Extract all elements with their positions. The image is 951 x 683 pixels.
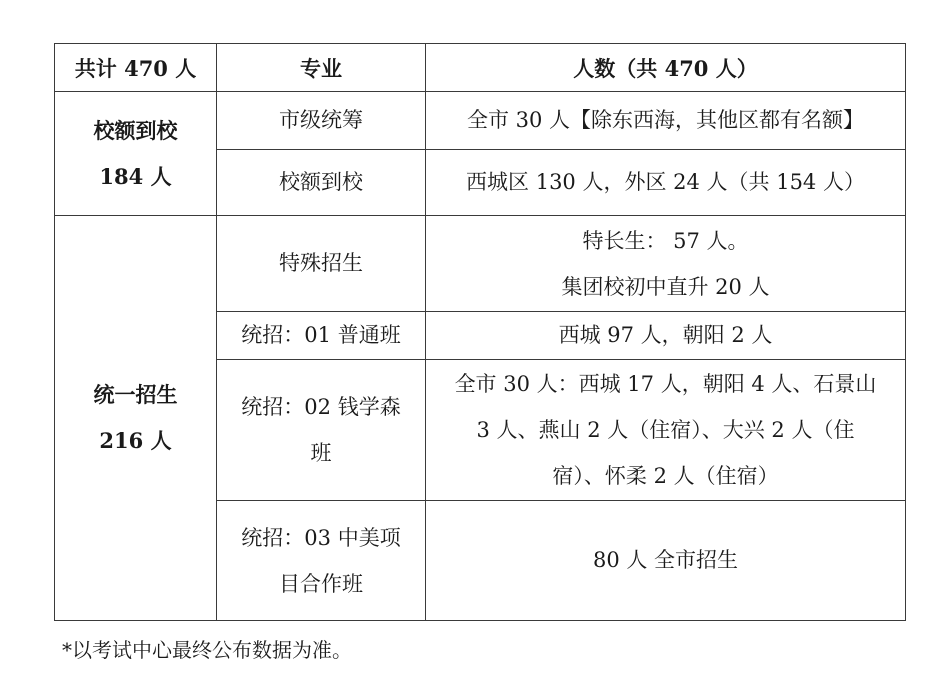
header-people: 人数（共 470 人）	[426, 44, 906, 92]
major-cell	[217, 501, 426, 621]
major-cell: 统招：01 普通班	[217, 312, 426, 360]
people-cell	[426, 216, 906, 312]
people-cell	[426, 360, 906, 501]
footnote: *以考试中心最终公布数据为准。	[62, 638, 352, 662]
group-count: 184 人	[99, 163, 172, 189]
header-major: 专业	[217, 44, 426, 92]
people-cell: 西城区 130 人，外区 24 人（共 154 人）	[426, 150, 906, 216]
major-line: 统招：02 钱学森	[241, 395, 401, 419]
people-cell: 西城 97 人，朝阳 2 人	[426, 312, 906, 360]
people-cell: 全市 30 人【除东西海，其他区都有名额】	[426, 92, 906, 150]
group-cell-unified-admission	[55, 216, 217, 621]
table-row	[55, 216, 906, 312]
group-cell-school-quota	[55, 92, 217, 216]
table-row	[55, 92, 906, 150]
major-cell: 市级统筹	[217, 92, 426, 150]
group-count: 216 人	[99, 428, 172, 453]
people-line: 全市 30 人：西城 17 人，朝阳 4 人、石景山	[454, 372, 877, 396]
table-header-row	[55, 44, 906, 92]
header-total: 共计 470 人	[55, 44, 217, 92]
people-cell: 80 人 全市招生	[426, 501, 906, 621]
admission-table	[54, 43, 906, 621]
people-line: 宿）、怀柔 2 人（住宿）	[552, 464, 779, 488]
major-line: 目合作班	[279, 571, 363, 596]
major-line: 班	[310, 441, 332, 465]
people-line: 集团校初中直升 20 人	[561, 274, 770, 299]
major-cell	[217, 360, 426, 501]
people-line: 特长生： 57 人。	[582, 228, 749, 253]
major-line: 统招：03 中美项	[241, 525, 401, 550]
group-name: 校额到校	[93, 117, 178, 143]
major-cell: 校额到校	[217, 150, 426, 216]
major-cell: 特殊招生	[217, 216, 426, 312]
people-line: 3 人、燕山 2 人（住宿）、大兴 2 人（住	[476, 418, 855, 442]
group-name: 统一招生	[93, 382, 178, 407]
